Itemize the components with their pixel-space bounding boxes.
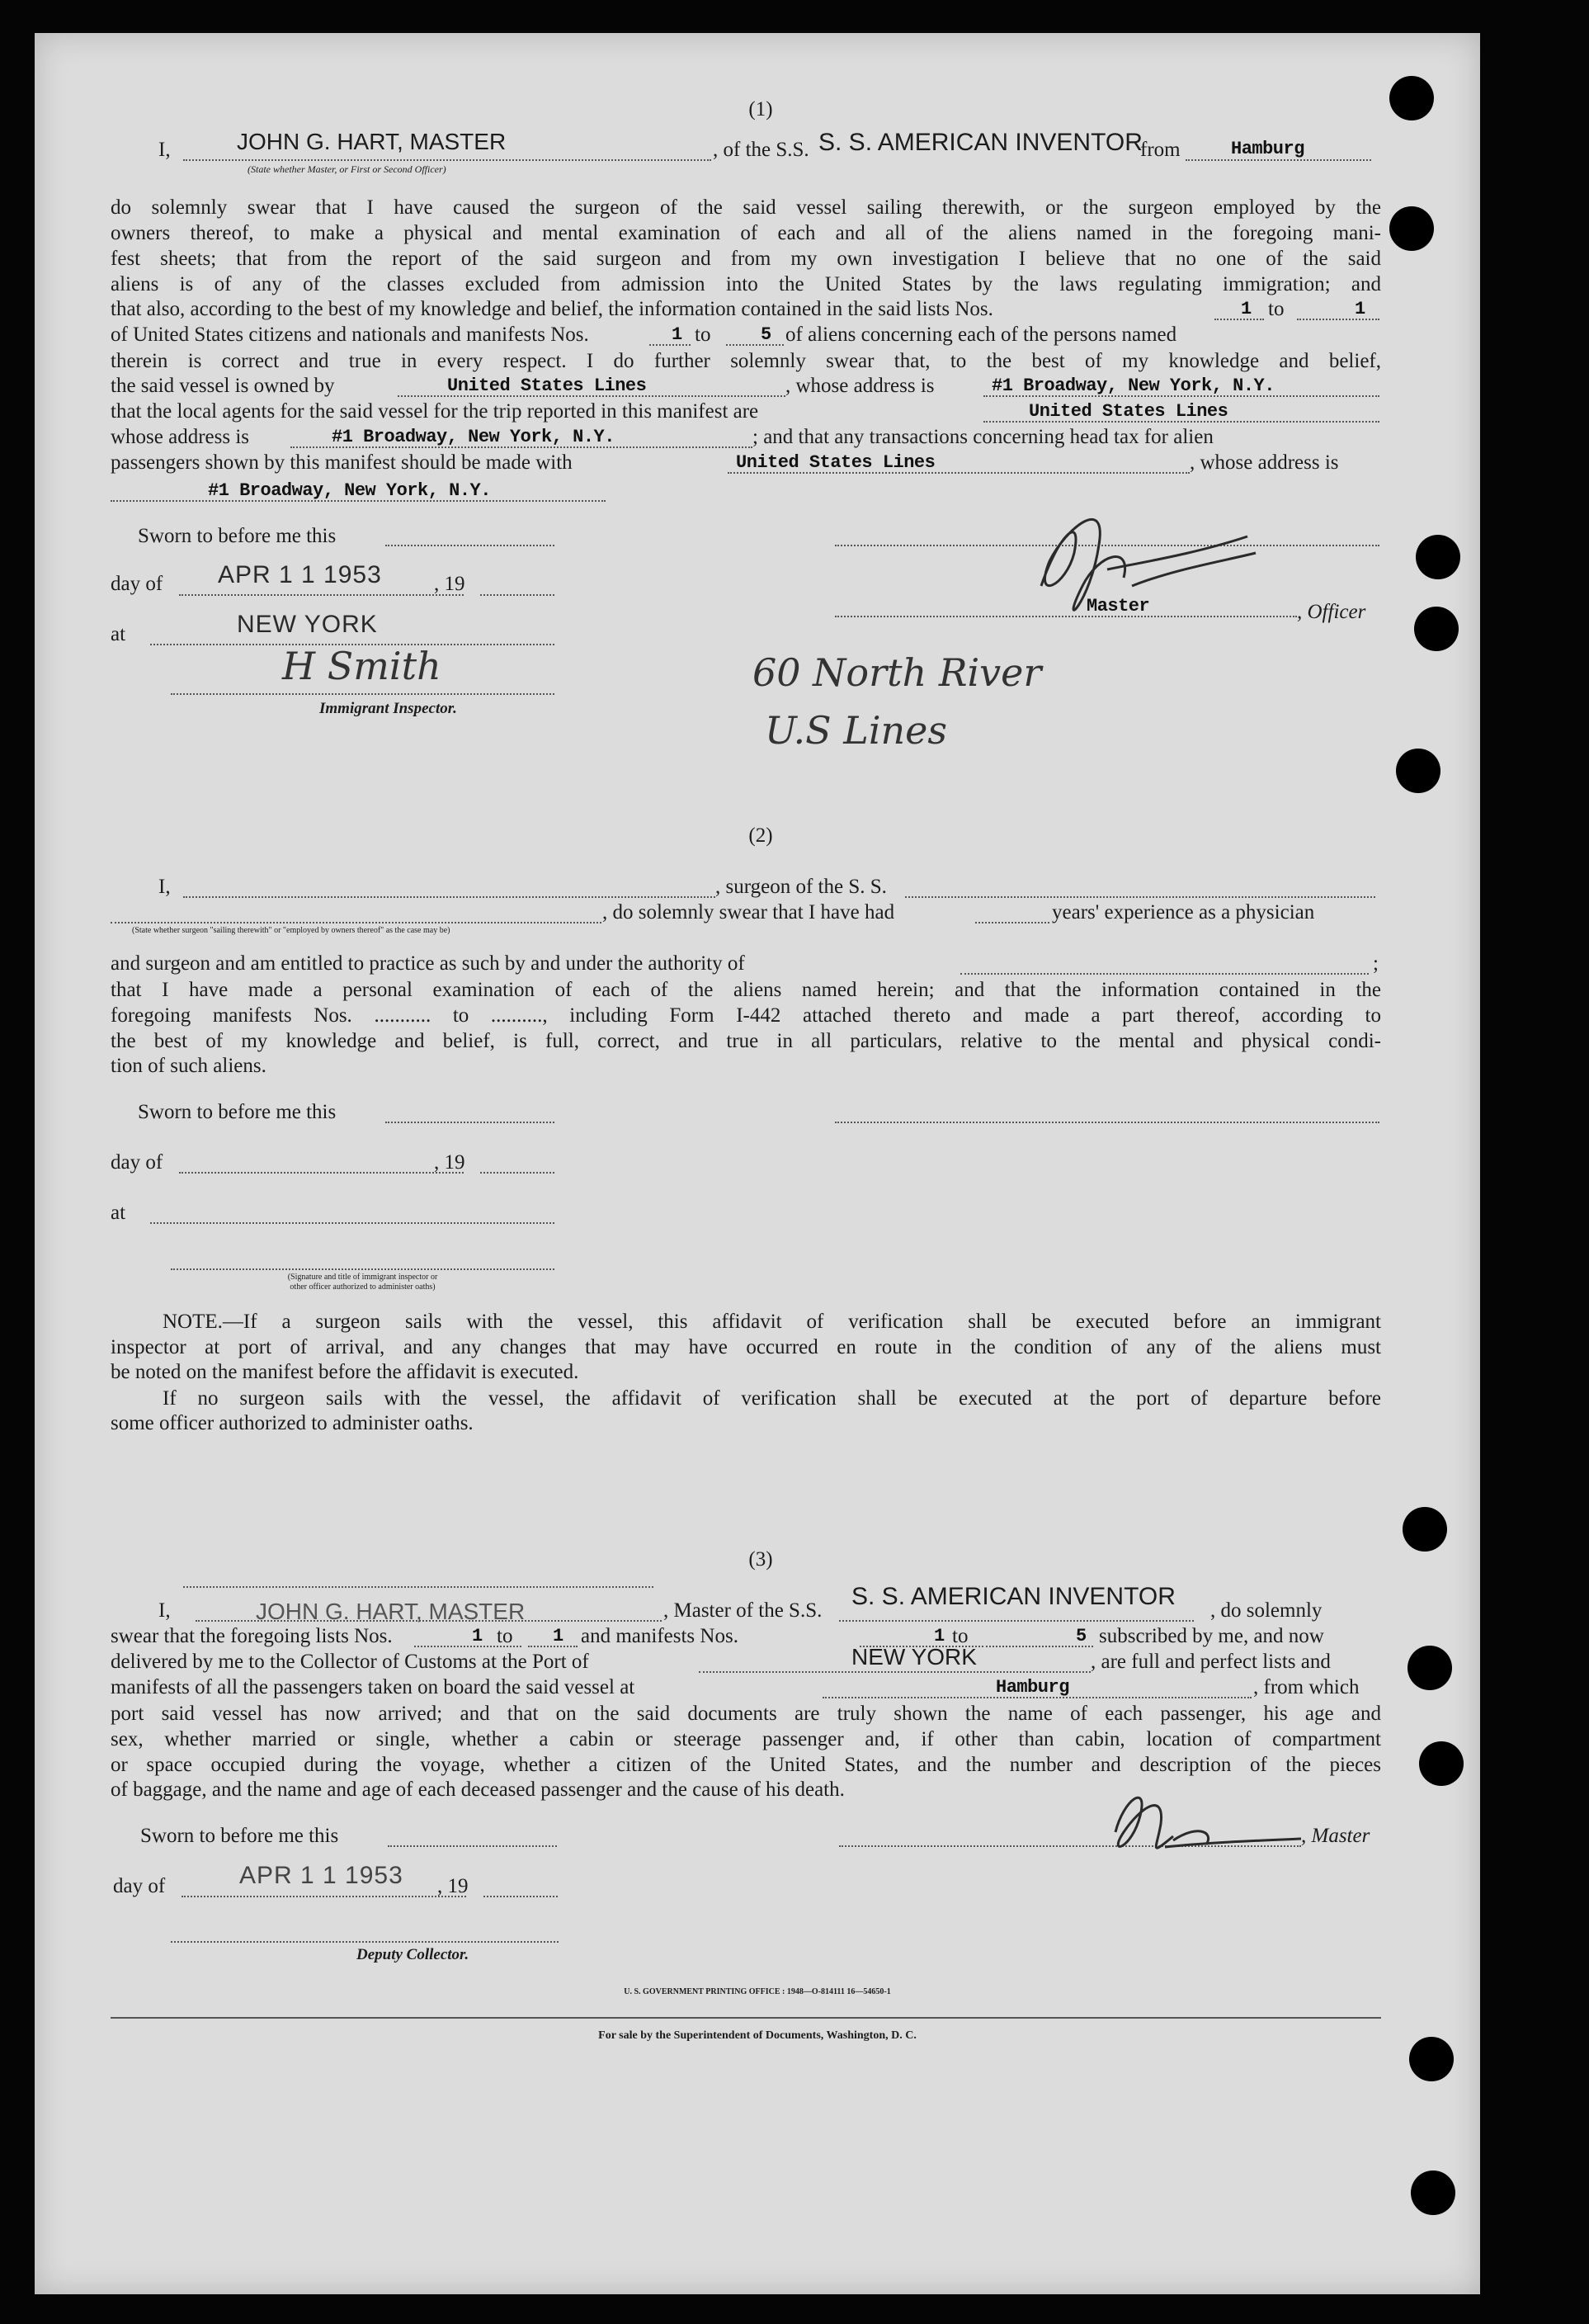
note-line-3: be noted on the manifest before the affidavit is executed. <box>111 1361 579 1383</box>
at-line-2 <box>150 1222 554 1224</box>
whose-address-label-2: , whose address is <box>1190 451 1339 474</box>
master-name: JOHN G. HART, MASTER <box>237 129 507 154</box>
master-oath-lead: I, <box>158 139 171 161</box>
sworn-line-2 <box>385 1122 554 1123</box>
surgeon-of-ss-label: , surgeon of the S. S. <box>715 876 887 898</box>
inspector-signature: H Smith <box>282 644 441 688</box>
section-3-para-line-2: sex, whether married or single, whether a cabin or steerage passenger and, if other than cabin, location of compartment <box>111 1728 1381 1750</box>
year-line-3 <box>483 1896 558 1897</box>
section-3-vessel-line <box>839 1620 1194 1622</box>
master-name-note: (State whether Master, or First or Second Officer) <box>248 163 446 175</box>
day-of-line-1 <box>179 594 464 596</box>
correct-line: therein is correct and true in every respect. I do further solemnly swear that, to the best of my knowledge and belief, <box>111 350 1381 372</box>
section-1-para-line-5: that also, according to the best of my knowledge and belief, the information contained in the said lists Nos. <box>111 298 993 320</box>
note-line-1: NOTE.—If a surgeon sails with the vessel, this affidavit of verification shall be executed before an immigrant <box>163 1311 1381 1333</box>
surgeon-swear-label: , do solemnly swear that I have had <box>602 901 895 923</box>
of-the-ss-label: , of the S.S. <box>713 139 809 161</box>
owner: United States Lines <box>447 376 647 396</box>
vessel-name: S. S. AMERICAN INVENTOR <box>818 129 1143 156</box>
sig-note-2: other officer authorized to administer oaths) <box>290 1282 436 1292</box>
day-of-label-2: day of <box>111 1151 163 1174</box>
surgeon-oath-lead: I, <box>158 876 171 898</box>
agent-address-label: whose address is <box>111 426 250 448</box>
day-of-line-2 <box>179 1172 464 1174</box>
section-3-master-signature <box>1091 1774 1305 1865</box>
section-3-name: JOHN G. HART, MASTER <box>256 1599 526 1624</box>
section-1-para-line-2: owners thereof, to make a physical and mental examination of each and all of the aliens named in the foregoing mani- <box>111 222 1381 244</box>
master-label: , Master <box>1301 1825 1370 1847</box>
do-solemnly-label: , do solemnly <box>1210 1599 1323 1622</box>
sworn-label-1: Sworn to before me this <box>138 525 337 547</box>
head-tax-address: #1 Broadway, New York, N.Y. <box>208 480 491 501</box>
binder-hole <box>1407 1646 1452 1690</box>
taken-at: Hamburg <box>996 1677 1069 1698</box>
section-1-para-line-1: do solemnly swear that I have caused the surgeon of the said vessel sailing therewith, or the surgeon employed by the <box>111 196 1381 219</box>
citizens-line-b: of aliens concerning each of the persons named <box>785 324 1177 346</box>
affidavit-page <box>35 33 1480 2294</box>
from-which-label: , from which <box>1253 1676 1360 1698</box>
from-label: from <box>1140 139 1181 161</box>
binder-hole <box>1396 749 1440 793</box>
section-3-lead: I, <box>158 1599 171 1622</box>
section-3-para-line-3: or space occupied during the voyage, whether a citizen of the United States, and the number and description of the pieces <box>111 1754 1381 1776</box>
section-2-number: (2) <box>748 824 773 847</box>
date-stamp-3: APR 1 1 1953 <box>239 1862 403 1889</box>
year-suffix-1: , 19 <box>434 573 465 595</box>
section-2-para-line-2: foregoing manifests Nos. ........... to .........., including Form I-442 attached thereto and made a part thereof, according to <box>111 1004 1381 1027</box>
agent-address: #1 Broadway, New York, N.Y. <box>332 427 615 447</box>
section-2-para-line-1: that I have made a personal examination of each of the aliens named herein; and that the information contained in the <box>111 979 1381 1001</box>
lists-to-line <box>1297 319 1379 320</box>
surgeon-signature-line <box>835 1122 1379 1123</box>
sale-line: For sale by the Superintendent of Documents, Washington, D. C. <box>598 2029 917 2042</box>
surgeon-name-line <box>183 896 715 898</box>
years-label: years' experience as a physician <box>1052 901 1315 923</box>
year-line-1 <box>480 594 554 596</box>
note-line-4: If no surgeon sails with the vessel, the affidavit of verification shall be executed at the port of departure before <box>163 1387 1381 1410</box>
inspector-title: Immigrant Inspector. <box>319 700 457 717</box>
master-typed: Master <box>1087 596 1150 616</box>
year-line-2 <box>480 1172 554 1174</box>
section-1-para-line-4: aliens is of any of the classes excluded from admission into the United States by the laws regulating immigration; and <box>111 273 1381 295</box>
from-port-line <box>1186 159 1371 161</box>
date-stamp-1: APR 1 1 1953 <box>218 561 382 588</box>
manifests-all-label: manifests of all the passengers taken on board the said vessel at <box>111 1676 635 1698</box>
binder-hole <box>1419 1741 1464 1786</box>
officer-label: , Officer <box>1297 601 1366 623</box>
surgeon-type-note: (State whether surgeon "sailing therewith" or "employed by owners thereof" as the case may be) <box>132 926 450 935</box>
binder-hole <box>1411 2170 1455 2215</box>
inspector-sig-line-2 <box>171 1268 554 1270</box>
section-2-para-line-3: the best of my knowledge and belief, is full, correct, and true in all particulars, relative to the mental and physical condi- <box>111 1030 1381 1052</box>
sig-note-1: (Signature and title of immigrant inspector or <box>287 1273 438 1282</box>
citizens-line-a: of United States citizens and nationals and manifests Nos. <box>111 324 589 346</box>
master-name-line <box>183 159 711 161</box>
and-manifests-label: and manifests Nos. <box>581 1625 738 1647</box>
manifests-to: 5 <box>761 324 771 345</box>
delivered-label: delivered by me to the Collector of Customs at the Port of <box>111 1651 589 1673</box>
owned-by-label: the said vessel is owned by <box>111 375 335 397</box>
at-label-2: at <box>111 1202 126 1224</box>
section-1-para-line-3: fest sheets; that from the report of the said surgeon and from my own investigation I believe that no one of the said <box>111 248 1381 270</box>
section-1-number: (1) <box>748 98 773 120</box>
section-3-top-dots <box>183 1586 653 1588</box>
binder-hole <box>1409 2037 1454 2081</box>
authority-label: and surgeon and am entitled to practice as such by and under the authority of <box>111 952 745 975</box>
gpo-line: U. S. GOVERNMENT PRINTING OFFICE : 1948—O-814111 16—54650-1 <box>624 1987 891 1996</box>
deputy-collector-label: Deputy Collector. <box>356 1946 469 1963</box>
local-agents-label: that the local agents for the said vessel for the trip reported in this manifest are <box>111 400 759 423</box>
swear-lists-label: swear that the foregoing lists Nos. <box>111 1625 393 1647</box>
years-line <box>975 922 1049 923</box>
section-3-number: (3) <box>748 1548 773 1571</box>
manifests-to-line <box>726 344 784 346</box>
day-of-line-3 <box>182 1896 466 1897</box>
inspector-sig-line <box>171 693 554 695</box>
surgeon-type-line <box>111 922 601 923</box>
day-of-label-3: day of <box>113 1875 166 1897</box>
binder-hole <box>1389 206 1434 251</box>
sworn-label-3: Sworn to before me this <box>140 1825 339 1847</box>
section-3-lists-to: 1 <box>553 1626 563 1646</box>
master-of-label: , Master of the S.S. <box>663 1599 823 1622</box>
authority-line <box>960 973 1369 975</box>
binder-hole <box>1416 535 1460 579</box>
place-stamp: NEW YORK <box>237 611 378 638</box>
section-3-lists-from: 1 <box>472 1626 483 1646</box>
authority-semicolon: ; <box>1373 952 1379 975</box>
agents: United States Lines <box>1029 401 1228 422</box>
lists-to-label: to <box>1268 298 1285 320</box>
from-port: Hamburg <box>1231 139 1304 159</box>
section-3-para-line-1: port said vessel has now arrived; and that on the said documents are truly shown the name of each passenger, his age and <box>111 1703 1381 1725</box>
lists-to: 1 <box>1355 299 1365 319</box>
sworn-label-2: Sworn to before me this <box>138 1101 337 1123</box>
year-suffix-2: , 19 <box>434 1151 465 1174</box>
head-tax-label: ; and that any transactions concerning head tax for alien <box>752 426 1214 448</box>
note-line-5: some officer authorized to administer oaths. <box>111 1412 474 1434</box>
section-2-para-line-4: tion of such aliens. <box>111 1055 266 1077</box>
lists-from-line <box>1214 319 1264 320</box>
section-3-manifests-to: 5 <box>1076 1626 1087 1646</box>
manifests-from: 1 <box>672 324 682 345</box>
passengers-label: passengers shown by this manifest should be made with <box>111 451 573 474</box>
day-of-label-1: day of <box>111 573 163 595</box>
deputy-line <box>171 1941 559 1943</box>
section-3-vessel: S. S. AMERICAN INVENTOR <box>851 1583 1176 1610</box>
section-3-to-1: to <box>497 1625 513 1647</box>
section-3-manifests-from: 1 <box>934 1626 945 1646</box>
sworn-line-1 <box>385 545 554 546</box>
footer-rule <box>111 2017 1381 2019</box>
section-3-to-2: to <box>952 1625 969 1647</box>
at-label-1: at <box>111 623 126 645</box>
whose-address-label-1: , whose address is <box>785 375 935 397</box>
port: NEW YORK <box>851 1644 977 1670</box>
binder-hole <box>1414 607 1459 651</box>
lists-from: 1 <box>1241 299 1252 319</box>
binder-hole <box>1403 1507 1447 1552</box>
manifests-to-label: to <box>695 324 711 346</box>
port-line <box>699 1671 1091 1673</box>
year-suffix-3: , 19 <box>437 1875 469 1897</box>
binder-hole <box>1389 76 1434 120</box>
are-full-label: , are full and perfect lists and <box>1091 1651 1331 1673</box>
section-3-para-line-4: of baggage, and the name and age of each deceased passenger and the cause of his death. <box>111 1778 845 1801</box>
owner-address: #1 Broadway, New York, N.Y. <box>992 376 1275 396</box>
note-line-2: inspector at port of arrival, and any changes that may have occurred en route in the condition of any of the aliens must <box>111 1336 1381 1358</box>
surgeon-vessel-line <box>905 896 1375 898</box>
handwritten-note-2: U.S Lines <box>765 708 948 753</box>
subscribed-label: subscribed by me, and now <box>1099 1625 1324 1647</box>
handwritten-note-1: 60 North River <box>752 650 1042 695</box>
master-signature <box>1008 462 1272 644</box>
manifests-from-line <box>649 344 691 346</box>
sworn-line-3 <box>388 1845 557 1847</box>
head-tax-with: United States Lines <box>736 452 936 473</box>
